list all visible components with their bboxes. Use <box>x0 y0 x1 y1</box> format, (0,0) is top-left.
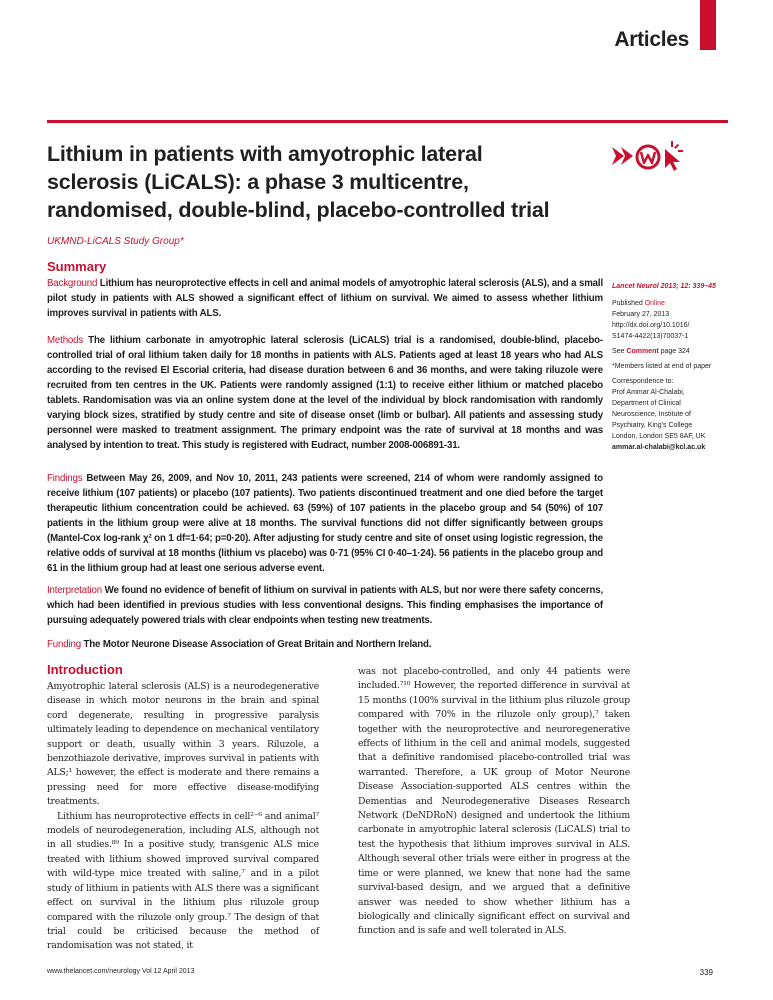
doi-link-line-2[interactable]: S1474-4422(13)70037-1 <box>612 333 689 340</box>
correspondence <box>612 376 734 453</box>
intro-paragraph-2: Lithium has neuroprotective effects in cell²⁻⁶ and animal⁷ models of neurodegeneration, including ALS, although not in all studies.⁸⁹ In a positive study, transgenic ALS mice treated with lithium showed improved survival compared with wild-type mice treated with saline,⁷ and in a pilot study of lithium in patients with ALS there was a significant effect on survival in the lithium plus riluzole group compared with the riluzole only group.⁷ The design of that trial could be criticised because the method of randomisation was not stated, it <box>47 810 319 952</box>
correspondence-line: Neuroscience, Institute of <box>612 411 691 418</box>
footer-journal[interactable]: www.thelancet.com/neurology Vol 12 April 2013 <box>47 968 195 975</box>
members-note: *Members listed at end of paper <box>612 363 712 370</box>
author-line[interactable]: UKMND-LiCALS Study Group* <box>47 236 184 247</box>
abstract-findings <box>47 471 603 576</box>
article-sidebar <box>612 281 734 453</box>
findings-label: Findings <box>47 473 83 484</box>
correspondence-line: Prof Ammar Al-Chalabi, <box>612 389 685 396</box>
abstract-interpretation <box>47 583 603 628</box>
body-column-left <box>47 680 319 954</box>
arrow-icon <box>612 147 633 165</box>
journal-citation: Lancet Neurol 2013; 12: 339–45 <box>612 283 716 290</box>
methods-label: Methods <box>47 335 84 346</box>
cursor-click-icon <box>665 141 683 171</box>
page-number: 339 <box>699 968 713 977</box>
web-w-icon <box>637 146 659 168</box>
comment-link[interactable]: Comment <box>626 348 659 355</box>
abstract-funding <box>47 637 603 652</box>
article-title: Lithium in patients with amyotrophic lateral sclerosis (LiCALS): a phase 3 multicentre, randomised, double-blind, placebo-controlled trial <box>47 142 550 222</box>
section-header: Articles <box>614 28 689 51</box>
findings-text: Between May 26, 2009, and Nov 10, 2011, 243 patients were screened, 214 of whom were randomly assigned to receive lithium (107 patients) or placebo (107 patients). Two patients discontinued treatment and one died before the target therapeutic lithium concentration could be achieved. 63 (59%) of 107 patients in the placebo group and 54 (50%) of 107 patients in the lithium group were alive at 18 months. The survival functions did not differ significantly between groups (Mantel-Cox log-rank χ² on 1 df=1·64; p=0·20). After adjusting for study centre and site of onset using logistic regression, the relative odds of survival at 18 months (lithium vs placebo) was 0·71 (95% CI 0·40–1·24). 56 patients in the placebo group and 61 in the lithium group had at least one serious adverse event. <box>47 473 603 574</box>
correspondence-line: Department of Clinical <box>612 400 681 407</box>
doi-link-line-1[interactable]: http://dx.doi.org/10.1016/ <box>612 322 690 329</box>
header-rule <box>47 120 728 123</box>
interpretation-text: We found no evidence of benefit of lithium on survival in patients with ALS, but nor were there safety concerns, which had been identified in previous studies with less conventional designs. This finding emphasises the importance of pursuing adequately powered trials with clear endpoints when testing new treatments. <box>47 585 603 626</box>
published-online-link[interactable]: Online <box>644 300 665 307</box>
background-label: Background <box>47 278 98 289</box>
correspondence-email-link[interactable]: ammar.al-chalabi@kcl.ac.uk <box>612 444 706 451</box>
published-prefix: Published <box>612 300 645 307</box>
correspondence-line: London, London SE5 8AF, UK <box>612 433 706 440</box>
correspondence-label: Correspondence to: <box>612 378 674 385</box>
see-comment <box>612 346 734 357</box>
body-column-right <box>358 665 630 939</box>
see-suffix: page 324 <box>658 348 690 355</box>
abstract-methods <box>47 333 603 453</box>
correspondence-line: Psychiatry, King's College <box>612 422 693 429</box>
background-text: Lithium has neuroprotective effects in cell and animal models of amyotrophic lateral sclerosis (ALS), and a small pilot study in patients with ALS showed a significant effect of lithium on survival. We aimed to assess whether lithium improves survival in patients with ALS. <box>47 278 603 319</box>
summary-heading: Summary <box>47 259 107 274</box>
methods-text: The lithium carbonate in amyotrophic lateral sclerosis (LiCALS) trial is a randomised, double-blind, placebo-controlled trial of oral lithium taken daily for 18 months in patients with ALS. Patients aged at least 18 years who had ALS according to the revised El Escorial criteria, had disease duration between 6 and 36 months, and were taking riluzole were recruited from ten centres in the UK. Patients were randomly assigned (1:1) to receive either lithium or matched placebo tablets. Randomisation was via an online system done at the level of the individual by block randomisation with randomly varying block sizes, stratified by study centre and site of disease onset (limb or bulbar). All patients and assessing study personnel were masked to treatment assignment. The primary endpoint was the rate of survival at 18 months and was analysed by intention to treat. This study is registered with Eudract, number 2008-006891-31. <box>47 335 603 451</box>
introduction-heading: Introduction <box>47 662 123 677</box>
abstract-background <box>47 276 603 321</box>
section-tab-marker <box>700 0 716 50</box>
interpretation-label: Interpretation <box>47 585 102 596</box>
intro-paragraph-3: was not placebo-controlled, and only 44 patients were included.⁷¹⁰ However, the reported difference in survival at 15 months (100% survival in the lithium plus riluzole group compared with 70% in the riluzole only group),⁷ taken together with the neuroprotective and neuroregenerative effects of lithium in the cell and animal models, suggested that a definitive randomised placebo-controlled trial was warranted. Therefore, a UK group of Motor Neurone Disease Association-supported ALS centres within the Dementias and Neurodegenerative Diseases Research Network (DeNDRoN) designed and undertook the lithium carbonate in amyotrophic lateral sclerosis (LiCALS) trial to test the hypothesis that lithium improves survival in ALS. Although several other trials were either in progress at the time or were planned, we knew that none had the same survival-based design, and we argued that a definitive answer was needed to show whether lithium has a biologically and clinically significant effect on survival and function and is safe and well tolerated in ALS. <box>358 666 630 937</box>
published-info <box>612 298 734 342</box>
funding-label: Funding <box>47 639 81 650</box>
see-prefix: See <box>612 348 627 355</box>
online-first-icons[interactable] <box>610 138 690 174</box>
intro-paragraph-1: Amyotrophic lateral sclerosis (ALS) is a neurodegenerative disease in which motor neurons in the brain and spinal cord degenerate, resulting in progressive paralysis ultimately leading to dependence on mechanical ventilatory support or death, usually within 3 years. Riluzole, a benzothiazole derivative, improves survival in patients with ALS;¹ however, the effect is moderate and there remains a pressing need for more effective disease-modifying treatments. <box>47 681 319 808</box>
published-date: February 27, 2013 <box>612 311 670 318</box>
funding-text: The Motor Neurone Disease Association of Great Britain and Northern Ireland. <box>83 639 432 650</box>
